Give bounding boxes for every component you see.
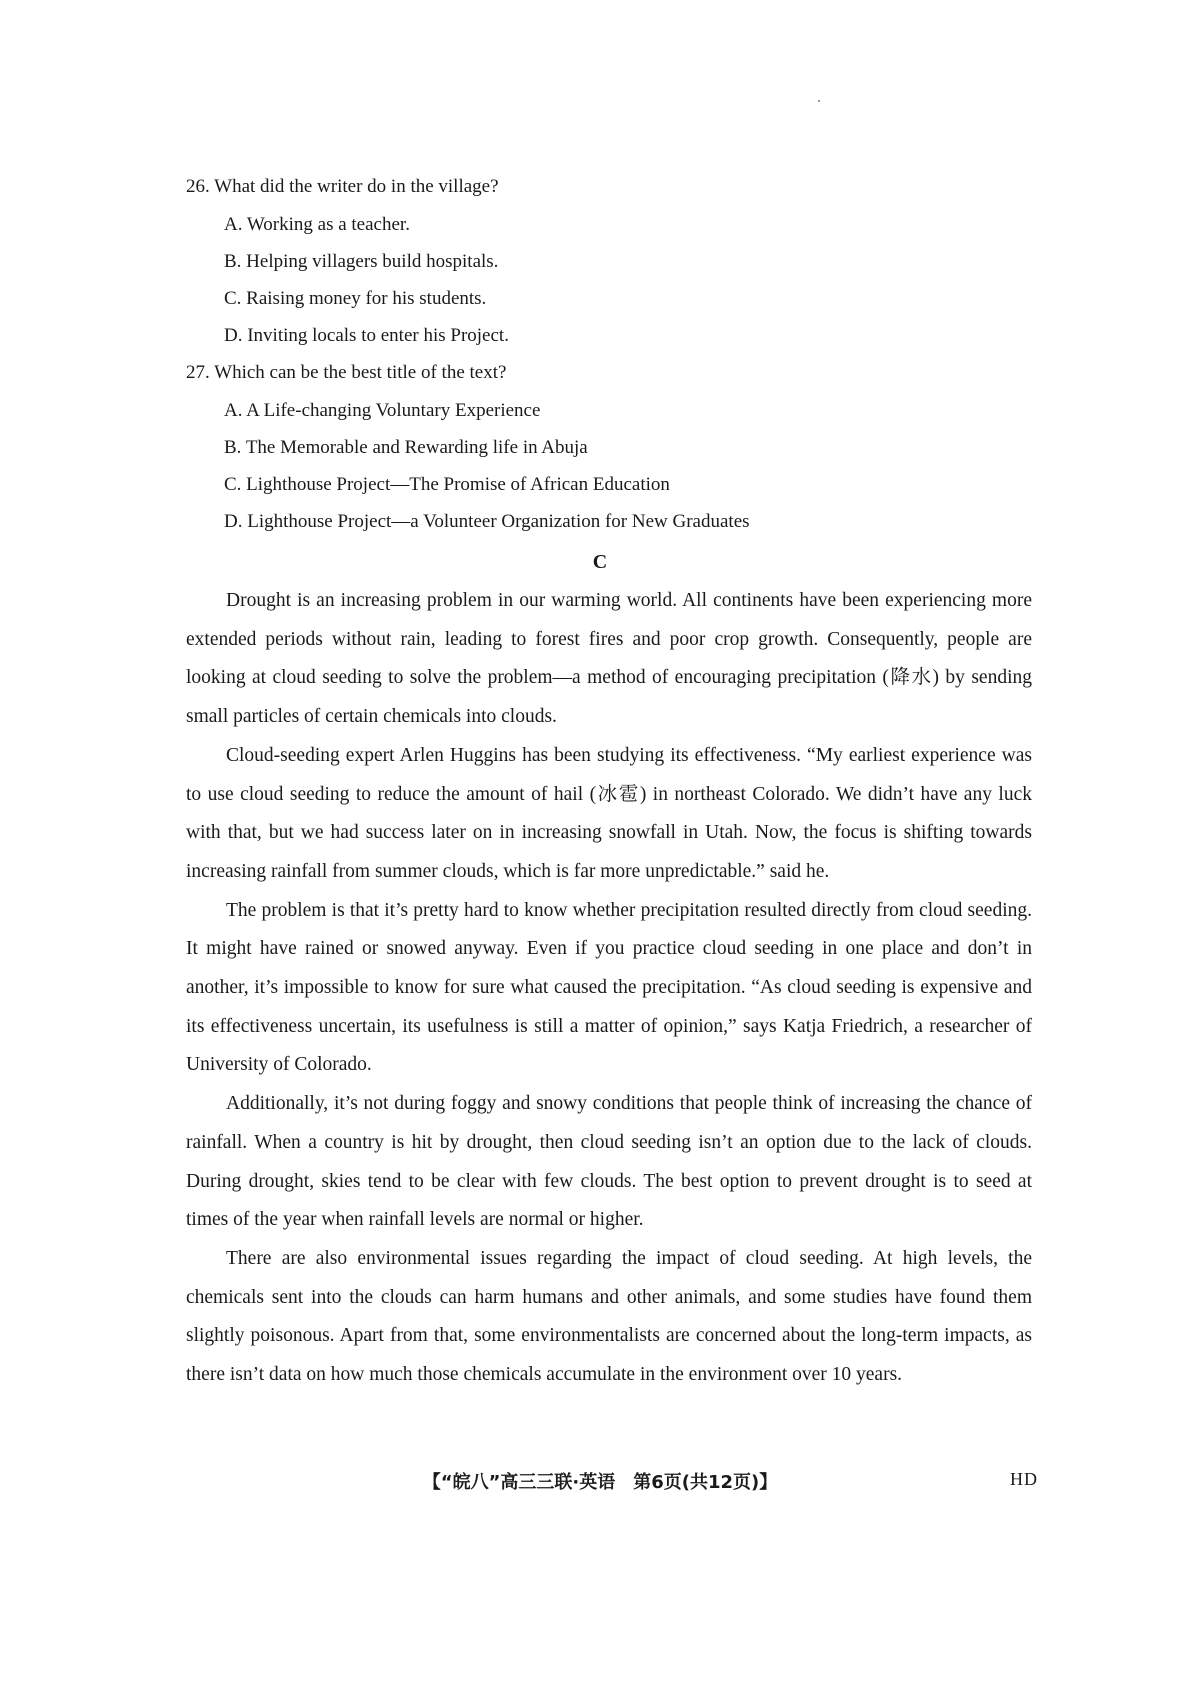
paragraph: Cloud-seeding expert Arlen Huggins has been studying its effectiveness. “My earliest experience was to use cloud seeding to reduce the amount of hail (冰雹) in northeast Colorado. We didn’t have any luck with that, but we had success later on in increasing snowfall in Utah. Now, the focus is shifting towards increasing rainfall from summer clouds, which is far more unpredictable.” said he. xyxy=(186,744,1032,882)
question-stem: 26. What did the writer do in the village? xyxy=(186,176,499,197)
scan-speck xyxy=(818,100,820,102)
footer-code: HD xyxy=(1010,1469,1038,1489)
question-list xyxy=(186,168,1046,540)
reading-passage xyxy=(186,582,1032,1395)
paragraph: There are also environmental issues regarding the impact of cloud seeding. At high levels, the chemicals sent into the clouds can harm humans and other animals, and some studies have found them slightly poisonous. Apart from that, some environmentalists are concerned about the long-term impacts, as there isn’t data on how much those chemicals accumulate in the environment over 10 years. xyxy=(186,1247,1032,1386)
option-b: B. Helping villagers build hospitals. xyxy=(224,251,499,272)
option-a: A. Working as a teacher. xyxy=(224,214,410,235)
option-b: B. The Memorable and Rewarding life in Abuja xyxy=(224,437,588,458)
option-c: C. Lighthouse Project—The Promise of African Education xyxy=(224,474,670,495)
paragraph: Drought is an increasing problem in our warming world. All continents have been experiencing more extended periods without rain, leading to forest fires and poor crop growth. Consequently, people are looking at cloud seeding to solve the problem—a method of encouraging precipitation (降水) by sending small particles of certain chemicals into clouds. xyxy=(186,590,1032,728)
question-stem: 27. Which can be the best title of the text? xyxy=(186,362,507,383)
page-footer: 【“皖八”高三三联·英语 第6页(共12页)】 xyxy=(422,1472,778,1493)
option-d: D. Lighthouse Project—a Volunteer Organization for New Graduates xyxy=(224,511,750,532)
option-d: D. Inviting locals to enter his Project. xyxy=(224,325,509,346)
paragraph: Additionally, it’s not during foggy and snowy conditions that people think of increasing the chance of rainfall. When a country is hit by drought, then cloud seeding isn’t an option due to the lack of clouds. During drought, skies tend to be clear with few clouds. The best option to prevent drought is to seed at times of the year when rainfall levels are normal or higher. xyxy=(186,1093,1032,1231)
option-a: A. A Life-changing Voluntary Experience xyxy=(224,400,541,421)
paragraph: The problem is that it’s pretty hard to know whether precipitation resulted directly from cloud seeding. It might have rained or snowed anyway. Even if you practice cloud seeding in one place and don’t in another, it’s impossible to know for sure what caused the precipitation. “As cloud seeding is expensive and its effectiveness uncertain, its usefulness is still a matter of opinion,” says Katja Friedrich, a researcher of University of Colorado. xyxy=(186,899,1032,1076)
option-c: C. Raising money for his students. xyxy=(224,288,487,309)
section-heading: C xyxy=(592,551,608,573)
question-27 xyxy=(186,354,1046,540)
question-26 xyxy=(186,168,1046,354)
